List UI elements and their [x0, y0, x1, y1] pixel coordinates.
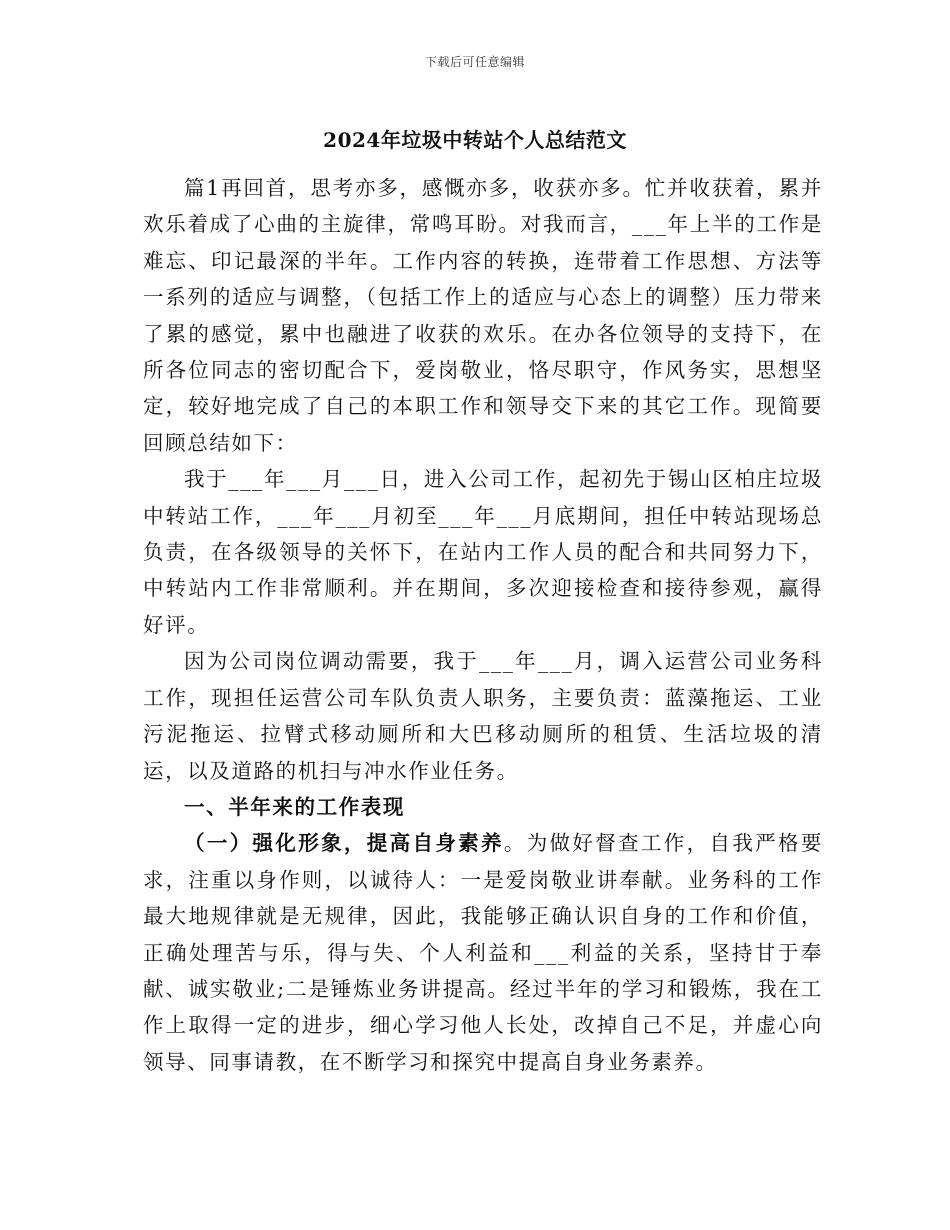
paragraph-subsection: [143, 825, 823, 1080]
section-heading: 一、半年来的工作表现: [184, 794, 405, 819]
subsection-lead: （一）强化形象，提高自身素养: [184, 831, 504, 856]
page-header-note: 下载后可任意编辑: [424, 55, 525, 69]
paragraph-transfer: 因为公司岗位调动需要，我于___年___月，调入运营公司业务科工作，现担任运营公司车队负责人职务，主要负责：蓝藻拖运、工业污泥拖运、拉臂式移动厕所和大巴移动厕所的租赁、生活垃圾的清运，以及道路的机扫与冲水作业任务。: [143, 649, 823, 783]
subsection-text: 。为做好督查工作，自我严格要求，注重以身作则，以诚待人：一是爱岗敬业讲奉献。业务科的工作最大地规律就是无规律，因此，我能够正确认识自身的工作和价值，正确处理苦与乐，得与失、个人利益和___利益的关系，坚持甘于奉献、诚实敬业;二是锤炼业务讲提高。经过半年的学习和锻炼，我在工作上取得一定的进步，细心学习他人长处，改掉自己不足，并虚心向领导、同事请教，在不断学习和探究中提高自身业务素养。: [143, 831, 823, 1074]
paragraph-work-history: 我于___年___月___日，进入公司工作，起初先于锡山区柏庄垃圾中转站工作，___年___月初至___年___月底期间，担任中转站现场总负责，在各级领导的关怀下，在站内工作人员的配合和共同努力下，中转站内工作非常顺利。并在期间，多次迎接检查和接待参观，赢得好评。: [143, 467, 823, 637]
document-title: 2024年垃圾中转站个人总结范文: [323, 128, 627, 152]
paragraph-intro: 篇1再回首，思考亦多，感慨亦多，收获亦多。忙并收获着，累并欢乐着成了心曲的主旋律，常鸣耳盼。对我而言，___年上半的工作是难忘、印记最深的半年。工作内容的转换，连带着工作思想、方法等一系列的适应与调整，（包括工作上的适应与心态上的调整）压力带来了累的感觉，累中也融进了收获的欢乐。在办各位领导的支持下，在所各位同志的密切配合下，爱岗敬业，恪尽职守，作风务实，思想坚定，较好地完成了自己的本职工作和领导交下来的其它工作。现简要回顾总结如下：: [143, 176, 823, 455]
document-body: [143, 170, 823, 1080]
